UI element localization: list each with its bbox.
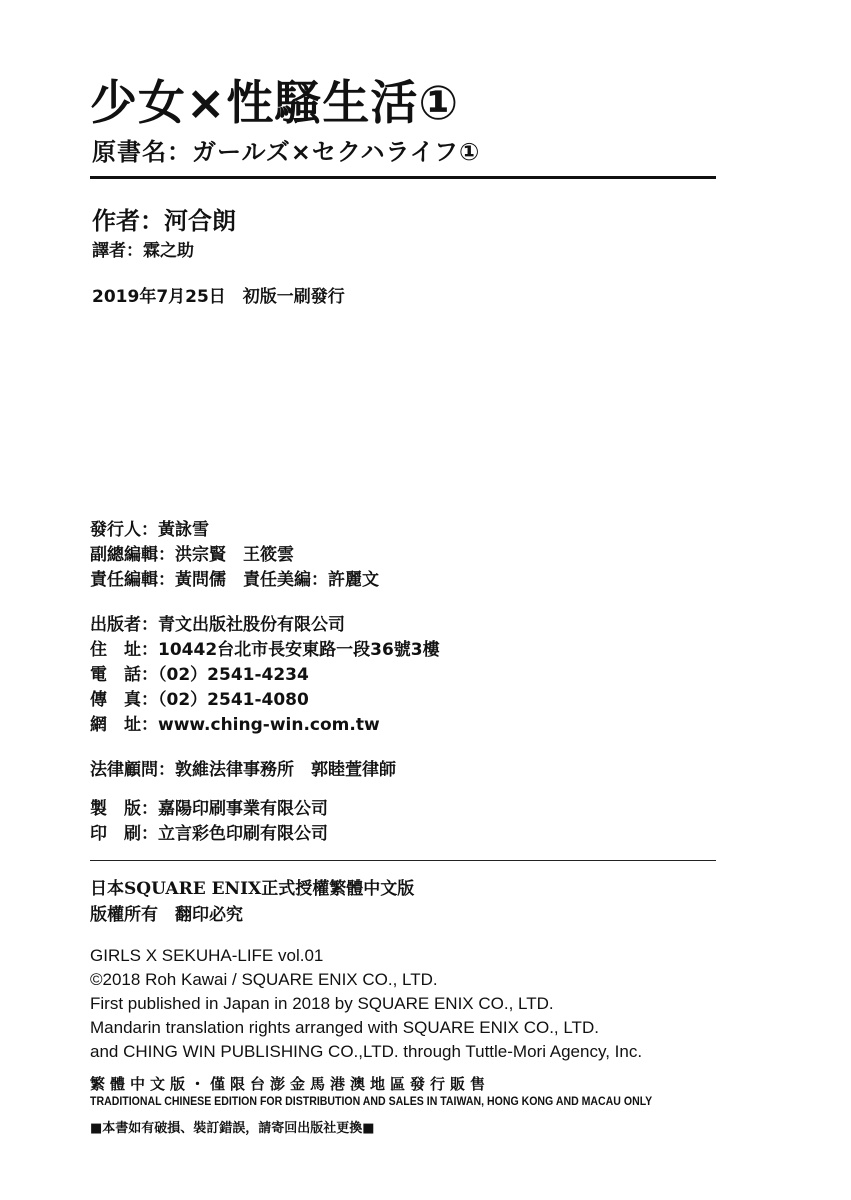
publish-date: 2019年7月25日 初版一刷發行 bbox=[92, 287, 345, 307]
distribution-en: TRADITIONAL CHINESE EDITION FOR DISTRIBUTION AND SALES IN TAIWAN, HONG KONG AND MACAU ONLY bbox=[90, 1094, 653, 1108]
copyright-notice: 版權所有 翻印必究 bbox=[90, 905, 243, 925]
license-divider bbox=[90, 860, 716, 861]
translator-line: 譯者：霖之助 bbox=[92, 241, 194, 261]
publisher-fax: 傳 真：（02）2541-4080 bbox=[90, 690, 309, 710]
english-line: Mandarin translation rights arranged with SQUARE ENIX CO., LTD. bbox=[90, 1018, 599, 1037]
english-line: ©2018 Roh Kawai / SQUARE ENIX CO., LTD. bbox=[90, 970, 438, 989]
book-title: 少女×性騷生活① bbox=[90, 76, 460, 131]
english-line: GIRLS X SEKUHA-LIFE vol.01 bbox=[90, 946, 324, 965]
english-line: First published in Japan in 2018 by SQUARE ENIX CO., LTD. bbox=[90, 994, 554, 1013]
legal-advisor: 法律顧問：敦維法律事務所 郭睦萱律師 bbox=[90, 760, 396, 780]
publisher-address: 住 址：10442台北市長安東路一段36號3樓 bbox=[90, 640, 440, 660]
responsible-editor: 責任編輯：黃問儒 責任美編：許麗文 bbox=[90, 570, 379, 590]
license-line: 日本SQUARE ENIX正式授權繁體中文版 bbox=[90, 879, 415, 899]
publisher-phone: 電 話：（02）2541-4234 bbox=[90, 665, 309, 685]
author-line: 作者：河合朗 bbox=[92, 207, 236, 235]
original-title: 原書名：ガールズ×セクハライフ① bbox=[92, 138, 481, 166]
distribution-zh: 繁體中文版・僅限台澎金馬港澳地區發行販售 bbox=[90, 1075, 491, 1093]
english-line: and CHING WIN PUBLISHING CO.,LTD. through Tuttle-Mori Agency, Inc. bbox=[90, 1042, 643, 1061]
publisher-person: 發行人：黃詠雪 bbox=[90, 520, 209, 540]
credits-block bbox=[90, 518, 440, 847]
deputy-editor: 副總編輯：洪宗賢 王筱雲 bbox=[90, 545, 294, 565]
english-copyright-block bbox=[90, 944, 642, 1064]
license-block bbox=[90, 876, 414, 928]
printing: 印 刷：立言彩色印刷有限公司 bbox=[90, 824, 328, 844]
plate-making: 製 版：嘉陽印刷事業有限公司 bbox=[90, 799, 328, 819]
publisher-website: 網 址：www.ching-win.com.tw bbox=[90, 715, 380, 735]
damage-notice: ■本書如有破損、裝訂錯誤，請寄回出版社更換■ bbox=[90, 1121, 375, 1136]
title-divider bbox=[90, 176, 716, 179]
publisher-company: 出版者：青文出版社股份有限公司 bbox=[90, 615, 345, 635]
